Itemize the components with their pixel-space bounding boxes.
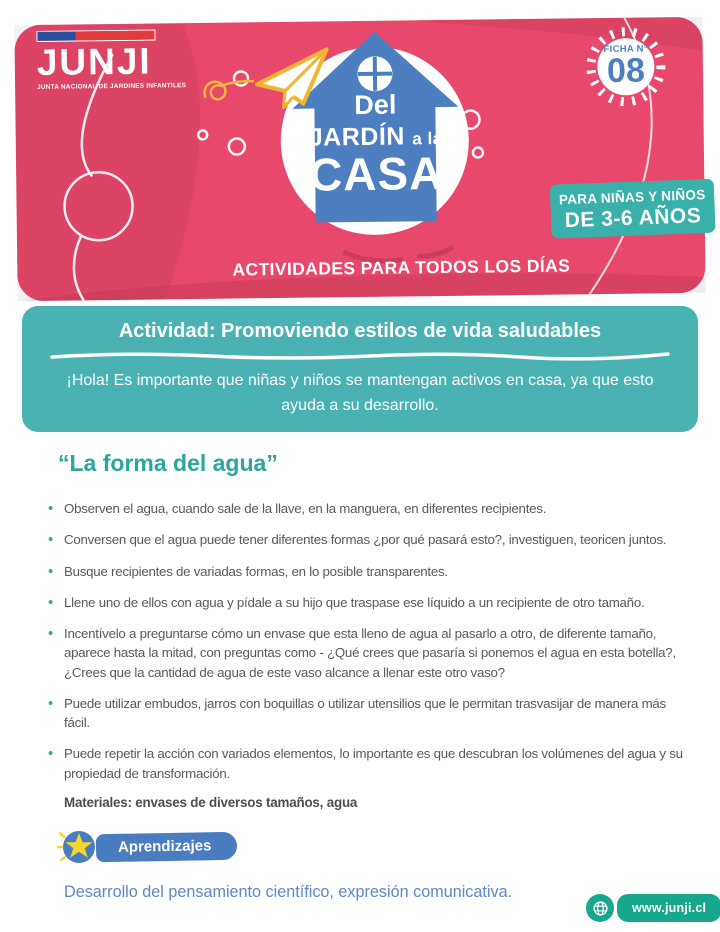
list-item: • Incentívelo a preguntarse cómo un envase que esta lleno de agua al pasarlo a otro, de diferente tamaño, aparece hasta la mitad, con preguntas como - ¿Qué crees que pasaría si ponemos el agua en esta botella?,¿Crees que la cantidad de agua de este vaso alcance a llenar este otro vaso? xyxy=(46,624,694,682)
ficha-number-badge xyxy=(583,24,668,109)
learning-text: Desarrollo del pensamiento científico, expresión comunicativa. xyxy=(64,882,513,901)
header-tagline: ACTIVIDADES PARA TODOS LOS DÍAS xyxy=(232,255,571,280)
age-badge-line2: DE 3-6 AÑOS xyxy=(564,204,702,233)
junji-logo-name: JUNJI xyxy=(36,40,152,83)
section-title: “La forma del agua” xyxy=(58,450,278,476)
paper-plane-icon xyxy=(198,35,334,132)
age-badge-line1: PARA NIÑAS Y NIÑOS xyxy=(558,186,706,208)
header-banner xyxy=(14,17,705,301)
website-badge[interactable] xyxy=(586,894,720,922)
list-item: • Observen el agua, cuando sale de la llave, en la manguera, en diferentes recipientes. xyxy=(46,499,694,518)
materials-line: Materiales: envases de diversos tamaños, agua xyxy=(64,794,358,810)
learning-badge: Aprendizajes xyxy=(96,832,238,862)
age-range-badge xyxy=(550,179,716,239)
logo-word-del: Del xyxy=(354,89,397,121)
wavy-divider xyxy=(50,351,670,361)
website-url[interactable]: www.junji.cl xyxy=(617,894,720,922)
activity-content xyxy=(46,450,694,902)
list-item: • Puede utilizar embudos, jarros con boquillas o utilizar utensilios que le permitan trasvasijar de manera más fácil. xyxy=(46,694,694,733)
learning-badge-row xyxy=(56,824,694,870)
junji-logo-subtitle: JUNTA NACIONAL DE JARDINES INFANTILES xyxy=(37,81,187,91)
instructions-list xyxy=(46,499,694,783)
list-item: • Conversen que el agua puede tener diferentes formas ¿por qué pasará esto?, investiguen, teoricen juntos. xyxy=(46,530,694,549)
list-item: • Busque recipientes de variadas formas, en lo posible transparentes. xyxy=(46,562,694,581)
ficha-number: 08 xyxy=(606,51,646,90)
logo-word-casa: CASA xyxy=(308,146,444,201)
ficha-label: FICHA N° xyxy=(603,43,648,56)
activity-intro: ¡Hola! Es importante que niñas y niños se mantengan activos en casa, ya que esto ayuda a su desarrollo. xyxy=(66,372,654,414)
list-item: • Puede repetir la acción con variados elementos, lo importante es que descubran los volúmenes del agua y su propiedad de transformación. xyxy=(46,744,694,783)
activity-banner xyxy=(22,306,698,432)
activity-title: Actividad: Promoviendo estilos de vida saludables xyxy=(118,320,602,342)
junji-logo xyxy=(36,29,186,91)
globe-icon xyxy=(586,894,614,922)
logo-word-jardin: JARDÍN a la xyxy=(308,122,443,152)
list-item: • Llene uno de ellos con agua y pídale a su hijo que traspase ese líquido a un recipiente de otro tamaño. xyxy=(46,593,694,612)
